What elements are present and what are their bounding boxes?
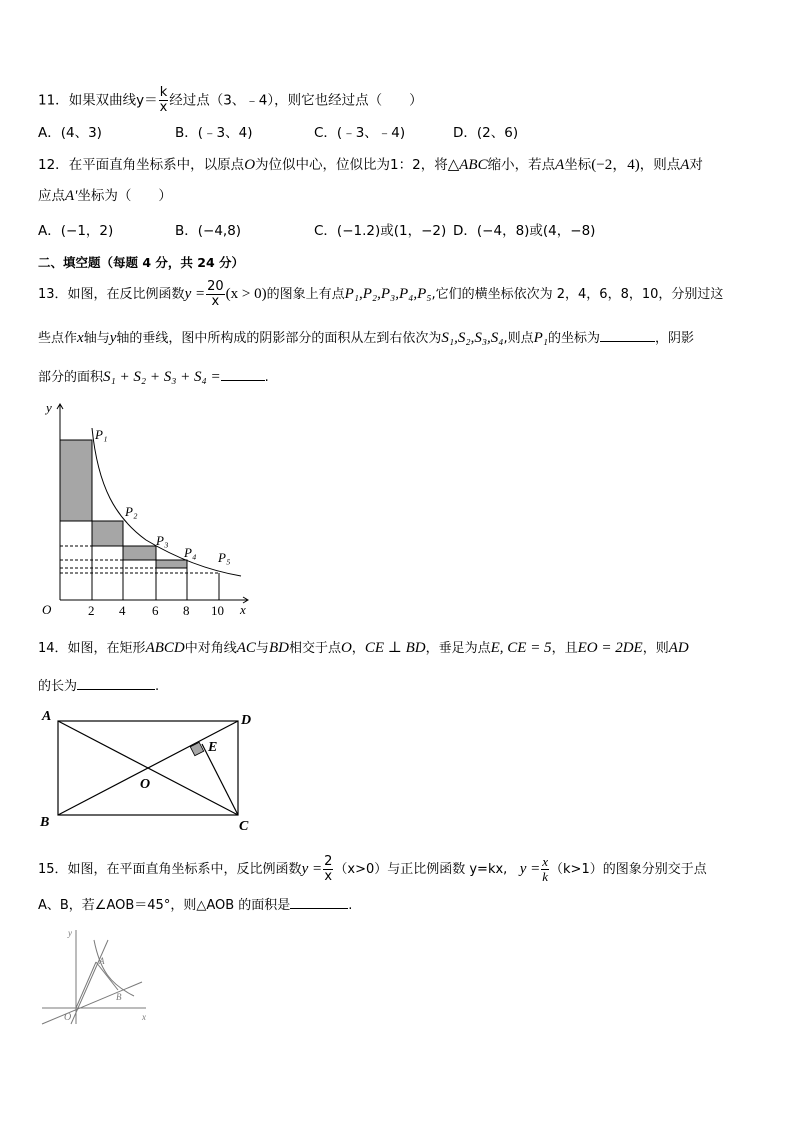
q11-option-d[interactable]: D．(2、6) bbox=[453, 125, 519, 141]
q13-figure bbox=[36, 398, 256, 620]
label-c: C bbox=[239, 819, 249, 834]
q11-option-b[interactable]: B．(﹣3、4) bbox=[175, 125, 253, 141]
section-title: 二、填空题（每题 4 分，共 24 分） bbox=[38, 255, 245, 270]
label-a: A bbox=[99, 956, 105, 966]
q13-answer-blank-2[interactable] bbox=[221, 366, 265, 381]
label-o: O bbox=[140, 777, 151, 792]
q11-stem: 11．如果双曲线y＝ $\frac{k}{x}$ 经过点（3、﹣4），则它也经过点（ ） bbox=[38, 85, 423, 115]
label-b: B bbox=[116, 992, 122, 1002]
y-axis-label: y bbox=[46, 400, 52, 415]
q13-stem-line2: 些点作x轴与y轴的垂线，图中所构成的阴影部分的面积从左到右依次为S₁,S₂,S₃,S₄,则点P₁的坐标为 ，阴影 bbox=[38, 327, 694, 349]
shade-s3 bbox=[123, 546, 156, 560]
q11-option-c[interactable]: C．(﹣3、﹣4) bbox=[314, 125, 406, 141]
segment-oa bbox=[76, 962, 96, 1008]
label-p5: P₅ bbox=[218, 550, 231, 565]
x-axis-label: x bbox=[142, 1012, 146, 1022]
shade-s2 bbox=[92, 521, 123, 546]
label-p2: P₂ bbox=[125, 504, 138, 519]
q15-stem-line1: 15．如图，在平面直角坐标系中，反比例函数y = $\frac{2}{x}$ （x>0）与正比例函数 y=kx, y = $\frac{x}{k}$ （k>1）的图象分别交于点 bbox=[38, 854, 707, 884]
label-p3: P₃ bbox=[156, 533, 169, 548]
line-y-kx bbox=[71, 940, 108, 1024]
y-axis-label: y bbox=[68, 928, 72, 938]
q11-fraction: $\frac{k}{x}$ bbox=[159, 85, 168, 115]
label-d: D bbox=[241, 713, 252, 728]
q15-answer-blank[interactable] bbox=[290, 894, 348, 909]
label-b: B bbox=[40, 815, 50, 830]
q15-figure bbox=[38, 924, 153, 1028]
tick-8: 8 bbox=[183, 603, 190, 618]
tick-4: 4 bbox=[119, 603, 126, 618]
q13-fraction: $\frac{20}{x}$ bbox=[207, 279, 224, 309]
tick-10: 10 bbox=[211, 603, 224, 618]
shade-s4 bbox=[156, 560, 187, 568]
label-p4: P₄ bbox=[184, 545, 197, 560]
q14-stem-line1: 14．如图，在矩形ABCD中对角线AC与BD相交于点O，CE ⊥ BD，垂足为点E, CE = 5，且EO = 2DE，则AD bbox=[38, 640, 689, 656]
q14-answer-blank[interactable] bbox=[77, 675, 155, 690]
q12-stem-line2: 应点A'坐标为（ ） bbox=[38, 188, 172, 204]
q15-fraction-2: $\frac{x}{k}$ bbox=[542, 854, 549, 884]
q12-option-a[interactable]: A．(−1，2) bbox=[38, 223, 114, 239]
shade-s1 bbox=[60, 440, 92, 521]
q12-option-d[interactable]: D．(−4，8)或(4，−8) bbox=[453, 223, 596, 239]
origin-label: O bbox=[42, 602, 52, 617]
label-p1: P₁ bbox=[95, 427, 108, 442]
x-axis-label: x bbox=[240, 602, 246, 617]
q15-fraction-1: $\frac{2}{x}$ bbox=[324, 854, 333, 884]
q14-figure bbox=[36, 706, 258, 836]
segment-ab bbox=[96, 962, 118, 990]
q12-stem-line1: 12．在平面直角坐标系中，以原点O为位似中心，位似比为1：2，将△ABC缩小，若点A坐标(−2，4)，则点A对 bbox=[38, 157, 703, 173]
tick-6: 6 bbox=[152, 603, 159, 618]
line-y-x-over-k bbox=[42, 982, 142, 1024]
origin-label: O bbox=[64, 1012, 72, 1023]
tick-2: 2 bbox=[88, 603, 95, 618]
label-e: E bbox=[208, 740, 218, 755]
q12-option-b[interactable]: B．(−4,8) bbox=[175, 223, 242, 239]
q13-answer-blank-1[interactable] bbox=[600, 327, 655, 342]
q14-stem-line2: 的长为 . bbox=[38, 675, 159, 697]
q12-option-c[interactable]: C．(−1.2)或(1，−2) bbox=[314, 223, 447, 239]
q13-stem-line3: 部分的面积S₁ + S₂ + S₃ + S₄ = . bbox=[38, 366, 269, 388]
q11-option-a[interactable]: A．(4、3) bbox=[38, 125, 102, 141]
label-a: A bbox=[42, 709, 52, 724]
q15-stem-line2: A、B，若∠AOB＝45°，则△AOB 的面积是 . bbox=[38, 894, 352, 916]
q13-stem-line1: 13．如图，在反比例函数y = $\frac{20}{x}$ (x > 0)的图象上有点P₁,P₂,P₃,P₄,P₅,它们的横坐标依次为 2，4，6，8，10，分别过这 bbox=[38, 279, 724, 309]
